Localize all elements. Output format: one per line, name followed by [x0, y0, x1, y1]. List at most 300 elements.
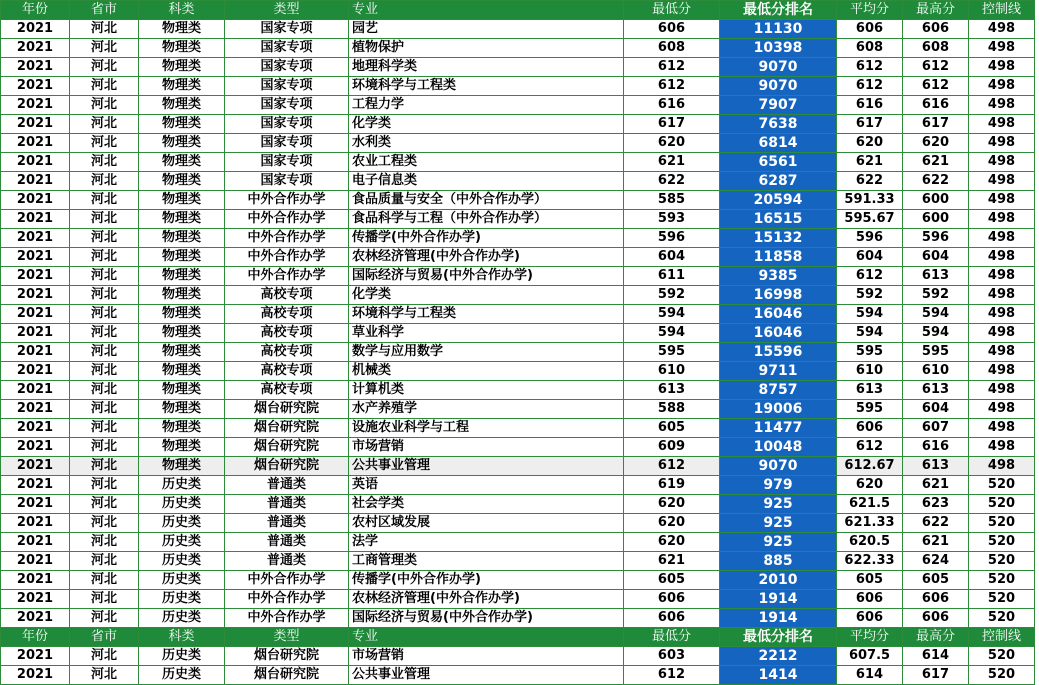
- type-cell: 烟台研究院: [225, 647, 349, 666]
- min-rank-cell: 11858: [720, 248, 837, 267]
- max-score-cell: 621: [903, 476, 969, 495]
- major-cell: 公共事业管理: [349, 457, 624, 476]
- header-type: 类型: [225, 628, 349, 647]
- max-score-cell: 616: [903, 96, 969, 115]
- min-score-cell: 612: [624, 666, 720, 685]
- major-cell: 电子信息类: [349, 172, 624, 191]
- category-cell: 物理类: [139, 457, 225, 476]
- major-cell: 市场营销: [349, 438, 624, 457]
- table-row: [1, 286, 1035, 305]
- max-score-cell: 622: [903, 172, 969, 191]
- max-score-cell: 606: [903, 590, 969, 609]
- category-cell: 物理类: [139, 77, 225, 96]
- header-min-rank: 最低分排名: [720, 628, 837, 647]
- max-score-cell: 612: [903, 58, 969, 77]
- min-rank-cell: 6561: [720, 153, 837, 172]
- province-cell: 河北: [70, 362, 139, 381]
- table-row: [1, 96, 1035, 115]
- year-cell: 2021: [1, 248, 70, 267]
- table-row: [1, 590, 1035, 609]
- min-rank-cell: 16998: [720, 286, 837, 305]
- year-cell: 2021: [1, 647, 70, 666]
- max-score-cell: 594: [903, 305, 969, 324]
- type-cell: 国家专项: [225, 77, 349, 96]
- control-line-cell: 498: [969, 172, 1035, 191]
- avg-score-cell: 612: [837, 438, 903, 457]
- avg-score-cell: 621.33: [837, 514, 903, 533]
- header-category: 科类: [139, 628, 225, 647]
- major-cell: 公共事业管理: [349, 666, 624, 685]
- major-cell: 水产养殖学: [349, 400, 624, 419]
- year-cell: 2021: [1, 571, 70, 590]
- max-score-cell: 606: [903, 20, 969, 39]
- avg-score-cell: 595: [837, 400, 903, 419]
- avg-score-cell: 610: [837, 362, 903, 381]
- avg-score-cell: 608: [837, 39, 903, 58]
- category-cell: 物理类: [139, 381, 225, 400]
- category-cell: 历史类: [139, 495, 225, 514]
- province-cell: 河北: [70, 305, 139, 324]
- control-line-cell: 520: [969, 514, 1035, 533]
- category-cell: 物理类: [139, 305, 225, 324]
- major-cell: 数学与应用数学: [349, 343, 624, 362]
- control-line-cell: 498: [969, 115, 1035, 134]
- control-line-cell: 520: [969, 552, 1035, 571]
- min-rank-cell: 11130: [720, 20, 837, 39]
- category-cell: 历史类: [139, 571, 225, 590]
- table-row: [1, 172, 1035, 191]
- control-line-cell: 498: [969, 96, 1035, 115]
- type-cell: 普通类: [225, 552, 349, 571]
- control-line-cell: 498: [969, 324, 1035, 343]
- min-score-cell: 595: [624, 343, 720, 362]
- min-rank-cell: 9385: [720, 267, 837, 286]
- min-rank-cell: 925: [720, 495, 837, 514]
- max-score-cell: 596: [903, 229, 969, 248]
- min-score-cell: 596: [624, 229, 720, 248]
- header-min-score: 最低分: [624, 628, 720, 647]
- table-row: [1, 134, 1035, 153]
- year-cell: 2021: [1, 590, 70, 609]
- year-cell: 2021: [1, 476, 70, 495]
- min-rank-cell: 10398: [720, 39, 837, 58]
- category-cell: 物理类: [139, 58, 225, 77]
- year-cell: 2021: [1, 20, 70, 39]
- header-year: 年份: [1, 628, 70, 647]
- province-cell: 河北: [70, 495, 139, 514]
- year-cell: 2021: [1, 191, 70, 210]
- table-row: [1, 210, 1035, 229]
- category-cell: 历史类: [139, 514, 225, 533]
- type-cell: 烟台研究院: [225, 419, 349, 438]
- min-rank-cell: 925: [720, 514, 837, 533]
- type-cell: 中外合作办学: [225, 590, 349, 609]
- type-cell: 中外合作办学: [225, 267, 349, 286]
- province-cell: 河北: [70, 476, 139, 495]
- max-score-cell: 592: [903, 286, 969, 305]
- category-cell: 物理类: [139, 419, 225, 438]
- table-row: [1, 115, 1035, 134]
- major-cell: 工商管理类: [349, 552, 624, 571]
- min-score-cell: 606: [624, 590, 720, 609]
- max-score-cell: 617: [903, 666, 969, 685]
- province-cell: 河北: [70, 267, 139, 286]
- year-cell: 2021: [1, 381, 70, 400]
- table-row: [1, 419, 1035, 438]
- year-cell: 2021: [1, 438, 70, 457]
- table-row: [1, 248, 1035, 267]
- table-row: [1, 267, 1035, 286]
- min-rank-cell: 885: [720, 552, 837, 571]
- header-row: [1, 1, 1035, 20]
- type-cell: 中外合作办学: [225, 191, 349, 210]
- province-cell: 河北: [70, 514, 139, 533]
- avg-score-cell: 594: [837, 324, 903, 343]
- table-row: [1, 153, 1035, 172]
- avg-score-cell: 620.5: [837, 533, 903, 552]
- header-max-score: 最高分: [903, 1, 969, 20]
- table-row: [1, 381, 1035, 400]
- header-major: 专业: [349, 628, 624, 647]
- type-cell: 国家专项: [225, 172, 349, 191]
- table-row: [1, 552, 1035, 571]
- control-line-cell: 498: [969, 39, 1035, 58]
- major-cell: 国际经济与贸易(中外合作办学): [349, 267, 624, 286]
- province-cell: 河北: [70, 552, 139, 571]
- min-score-cell: 612: [624, 457, 720, 476]
- major-cell: 水利类: [349, 134, 624, 153]
- control-line-cell: 520: [969, 647, 1035, 666]
- min-rank-cell: 9070: [720, 58, 837, 77]
- max-score-cell: 624: [903, 552, 969, 571]
- year-cell: 2021: [1, 58, 70, 77]
- table-row: [1, 457, 1035, 476]
- avg-score-cell: 612: [837, 58, 903, 77]
- category-cell: 物理类: [139, 115, 225, 134]
- category-cell: 物理类: [139, 267, 225, 286]
- control-line-cell: 498: [969, 267, 1035, 286]
- max-score-cell: 600: [903, 191, 969, 210]
- min-rank-cell: 1414: [720, 666, 837, 685]
- major-cell: 化学类: [349, 286, 624, 305]
- category-cell: 历史类: [139, 533, 225, 552]
- min-score-cell: 612: [624, 77, 720, 96]
- min-score-cell: 620: [624, 514, 720, 533]
- header-min-score: 最低分: [624, 1, 720, 20]
- control-line-cell: 498: [969, 153, 1035, 172]
- category-cell: 物理类: [139, 191, 225, 210]
- type-cell: 国家专项: [225, 96, 349, 115]
- table-row: [1, 438, 1035, 457]
- header-province: 省市: [70, 1, 139, 20]
- header-min-rank: 最低分排名: [720, 1, 837, 20]
- avg-score-cell: 612: [837, 267, 903, 286]
- province-cell: 河北: [70, 438, 139, 457]
- province-cell: 河北: [70, 324, 139, 343]
- category-cell: 历史类: [139, 590, 225, 609]
- major-cell: 设施农业科学与工程: [349, 419, 624, 438]
- min-rank-cell: 7638: [720, 115, 837, 134]
- province-cell: 河北: [70, 39, 139, 58]
- province-cell: 河北: [70, 590, 139, 609]
- max-score-cell: 616: [903, 438, 969, 457]
- year-cell: 2021: [1, 362, 70, 381]
- min-score-cell: 608: [624, 39, 720, 58]
- min-score-cell: 606: [624, 609, 720, 628]
- min-score-cell: 594: [624, 305, 720, 324]
- category-cell: 物理类: [139, 400, 225, 419]
- major-cell: 社会学类: [349, 495, 624, 514]
- major-cell: 机械类: [349, 362, 624, 381]
- table-row: [1, 647, 1035, 666]
- min-score-cell: 588: [624, 400, 720, 419]
- avg-score-cell: 622.33: [837, 552, 903, 571]
- min-score-cell: 605: [624, 571, 720, 590]
- table-row: [1, 324, 1035, 343]
- min-score-cell: 622: [624, 172, 720, 191]
- category-cell: 历史类: [139, 552, 225, 571]
- max-score-cell: 613: [903, 267, 969, 286]
- max-score-cell: 604: [903, 248, 969, 267]
- year-cell: 2021: [1, 666, 70, 685]
- control-line-cell: 498: [969, 191, 1035, 210]
- year-cell: 2021: [1, 229, 70, 248]
- min-rank-cell: 979: [720, 476, 837, 495]
- avg-score-cell: 612: [837, 77, 903, 96]
- category-cell: 物理类: [139, 343, 225, 362]
- min-rank-cell: 11477: [720, 419, 837, 438]
- max-score-cell: 605: [903, 571, 969, 590]
- control-line-cell: 498: [969, 362, 1035, 381]
- header-year: 年份: [1, 1, 70, 20]
- min-rank-cell: 925: [720, 533, 837, 552]
- avg-score-cell: 604: [837, 248, 903, 267]
- province-cell: 河北: [70, 134, 139, 153]
- min-score-cell: 604: [624, 248, 720, 267]
- min-score-cell: 592: [624, 286, 720, 305]
- min-rank-cell: 6287: [720, 172, 837, 191]
- category-cell: 物理类: [139, 286, 225, 305]
- major-cell: 英语: [349, 476, 624, 495]
- major-cell: 市场营销: [349, 647, 624, 666]
- type-cell: 中外合作办学: [225, 571, 349, 590]
- min-rank-cell: 1914: [720, 609, 837, 628]
- min-rank-cell: 9070: [720, 457, 837, 476]
- avg-score-cell: 621: [837, 153, 903, 172]
- type-cell: 中外合作办学: [225, 229, 349, 248]
- year-cell: 2021: [1, 400, 70, 419]
- type-cell: 中外合作办学: [225, 609, 349, 628]
- control-line-cell: 520: [969, 495, 1035, 514]
- type-cell: 普通类: [225, 533, 349, 552]
- year-cell: 2021: [1, 552, 70, 571]
- year-cell: 2021: [1, 172, 70, 191]
- min-rank-cell: 15132: [720, 229, 837, 248]
- category-cell: 历史类: [139, 666, 225, 685]
- control-line-cell: 498: [969, 229, 1035, 248]
- control-line-cell: 498: [969, 438, 1035, 457]
- min-score-cell: 620: [624, 134, 720, 153]
- min-score-cell: 593: [624, 210, 720, 229]
- min-score-cell: 620: [624, 495, 720, 514]
- table-row: [1, 39, 1035, 58]
- major-cell: 计算机类: [349, 381, 624, 400]
- category-cell: 物理类: [139, 172, 225, 191]
- control-line-cell: 498: [969, 210, 1035, 229]
- table-row: [1, 305, 1035, 324]
- type-cell: 普通类: [225, 476, 349, 495]
- max-score-cell: 613: [903, 457, 969, 476]
- province-cell: 河北: [70, 115, 139, 134]
- control-line-cell: 498: [969, 305, 1035, 324]
- type-cell: 国家专项: [225, 115, 349, 134]
- avg-score-cell: 607.5: [837, 647, 903, 666]
- min-rank-cell: 9711: [720, 362, 837, 381]
- major-cell: 农林经济管理(中外合作办学): [349, 248, 624, 267]
- min-rank-cell: 2212: [720, 647, 837, 666]
- min-rank-cell: 16046: [720, 305, 837, 324]
- type-cell: 高校专项: [225, 343, 349, 362]
- category-cell: 物理类: [139, 324, 225, 343]
- max-score-cell: 610: [903, 362, 969, 381]
- min-score-cell: 603: [624, 647, 720, 666]
- category-cell: 物理类: [139, 248, 225, 267]
- province-cell: 河北: [70, 172, 139, 191]
- avg-score-cell: 613: [837, 381, 903, 400]
- type-cell: 国家专项: [225, 39, 349, 58]
- min-score-cell: 594: [624, 324, 720, 343]
- control-line-cell: 520: [969, 571, 1035, 590]
- avg-score-cell: 614: [837, 666, 903, 685]
- avg-score-cell: 621.5: [837, 495, 903, 514]
- header-row: [1, 628, 1035, 647]
- header-major: 专业: [349, 1, 624, 20]
- min-score-cell: 620: [624, 533, 720, 552]
- max-score-cell: 613: [903, 381, 969, 400]
- major-cell: 农林经济管理(中外合作办学): [349, 590, 624, 609]
- year-cell: 2021: [1, 419, 70, 438]
- type-cell: 烟台研究院: [225, 666, 349, 685]
- province-cell: 河北: [70, 286, 139, 305]
- year-cell: 2021: [1, 514, 70, 533]
- avg-score-cell: 594: [837, 305, 903, 324]
- year-cell: 2021: [1, 96, 70, 115]
- table-row: [1, 533, 1035, 552]
- control-line-cell: 498: [969, 248, 1035, 267]
- min-score-cell: 619: [624, 476, 720, 495]
- min-score-cell: 617: [624, 115, 720, 134]
- table-row: [1, 58, 1035, 77]
- major-cell: 草业科学: [349, 324, 624, 343]
- table-row: [1, 514, 1035, 533]
- header-control-line: 控制线: [969, 628, 1035, 647]
- min-score-cell: 616: [624, 96, 720, 115]
- province-cell: 河北: [70, 571, 139, 590]
- control-line-cell: 520: [969, 590, 1035, 609]
- year-cell: 2021: [1, 609, 70, 628]
- avg-score-cell: 595.67: [837, 210, 903, 229]
- type-cell: 中外合作办学: [225, 248, 349, 267]
- year-cell: 2021: [1, 324, 70, 343]
- year-cell: 2021: [1, 134, 70, 153]
- type-cell: 普通类: [225, 495, 349, 514]
- control-line-cell: 498: [969, 419, 1035, 438]
- category-cell: 物理类: [139, 96, 225, 115]
- category-cell: 物理类: [139, 153, 225, 172]
- major-cell: 环境科学与工程类: [349, 77, 624, 96]
- year-cell: 2021: [1, 153, 70, 172]
- min-rank-cell: 1914: [720, 590, 837, 609]
- min-rank-cell: 16515: [720, 210, 837, 229]
- type-cell: 高校专项: [225, 286, 349, 305]
- min-rank-cell: 20594: [720, 191, 837, 210]
- avg-score-cell: 606: [837, 419, 903, 438]
- major-cell: 食品质量与安全（中外合作办学）: [349, 191, 624, 210]
- type-cell: 中外合作办学: [225, 210, 349, 229]
- type-cell: 国家专项: [225, 58, 349, 77]
- avg-score-cell: 606: [837, 590, 903, 609]
- control-line-cell: 498: [969, 457, 1035, 476]
- major-cell: 园艺: [349, 20, 624, 39]
- category-cell: 物理类: [139, 229, 225, 248]
- max-score-cell: 622: [903, 514, 969, 533]
- avg-score-cell: 620: [837, 476, 903, 495]
- min-rank-cell: 19006: [720, 400, 837, 419]
- table-row: [1, 495, 1035, 514]
- min-score-cell: 621: [624, 552, 720, 571]
- max-score-cell: 617: [903, 115, 969, 134]
- year-cell: 2021: [1, 305, 70, 324]
- table-row: [1, 400, 1035, 419]
- control-line-cell: 520: [969, 533, 1035, 552]
- major-cell: 食品科学与工程（中外合作办学）: [349, 210, 624, 229]
- type-cell: 高校专项: [225, 305, 349, 324]
- province-cell: 河北: [70, 153, 139, 172]
- major-cell: 农村区域发展: [349, 514, 624, 533]
- category-cell: 物理类: [139, 438, 225, 457]
- year-cell: 2021: [1, 115, 70, 134]
- avg-score-cell: 612.67: [837, 457, 903, 476]
- year-cell: 2021: [1, 343, 70, 362]
- min-score-cell: 611: [624, 267, 720, 286]
- type-cell: 烟台研究院: [225, 438, 349, 457]
- province-cell: 河北: [70, 400, 139, 419]
- min-rank-cell: 6814: [720, 134, 837, 153]
- type-cell: 国家专项: [225, 153, 349, 172]
- province-cell: 河北: [70, 210, 139, 229]
- max-score-cell: 595: [903, 343, 969, 362]
- control-line-cell: 520: [969, 476, 1035, 495]
- year-cell: 2021: [1, 210, 70, 229]
- control-line-cell: 498: [969, 381, 1035, 400]
- type-cell: 国家专项: [225, 134, 349, 153]
- category-cell: 历史类: [139, 647, 225, 666]
- min-score-cell: 621: [624, 153, 720, 172]
- category-cell: 物理类: [139, 39, 225, 58]
- min-score-cell: 609: [624, 438, 720, 457]
- min-rank-cell: 10048: [720, 438, 837, 457]
- control-line-cell: 498: [969, 20, 1035, 39]
- control-line-cell: 498: [969, 77, 1035, 96]
- control-line-cell: 498: [969, 400, 1035, 419]
- avg-score-cell: 617: [837, 115, 903, 134]
- major-cell: 国际经济与贸易(中外合作办学): [349, 609, 624, 628]
- table-row: [1, 609, 1035, 628]
- min-rank-cell: 9070: [720, 77, 837, 96]
- avg-score-cell: 606: [837, 20, 903, 39]
- category-cell: 历史类: [139, 476, 225, 495]
- max-score-cell: 606: [903, 609, 969, 628]
